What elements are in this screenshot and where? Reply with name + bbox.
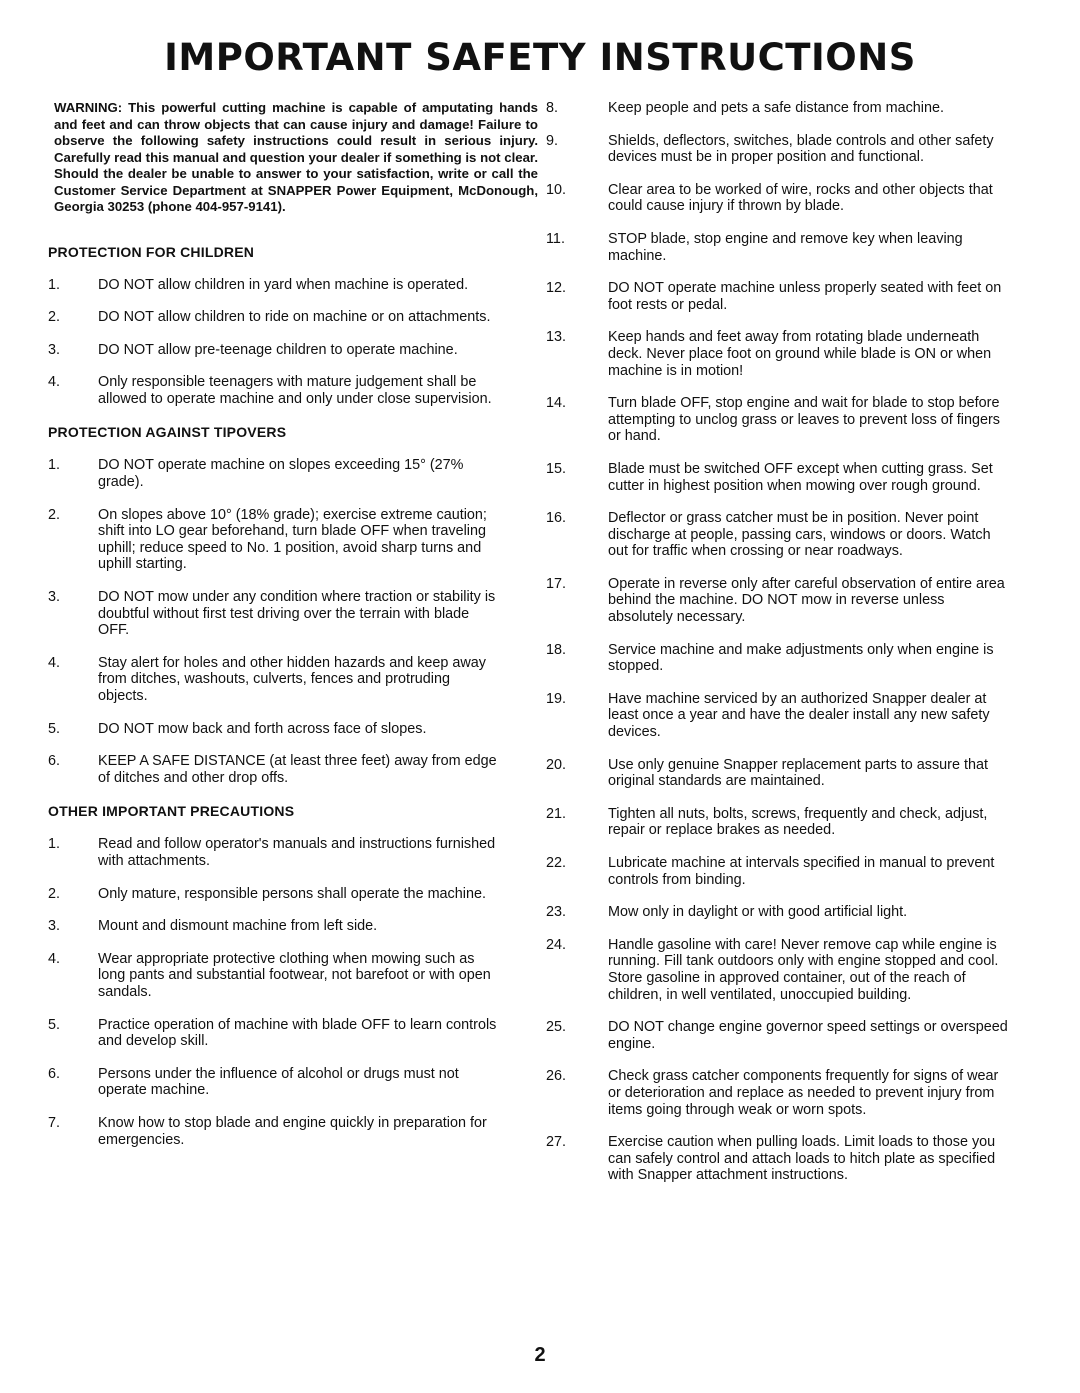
item-text: Deflector or grass catcher must be in position. Never point discharge at people, passing cars, windows or doors. Watch out for traffic when crossing or near roadways. bbox=[608, 510, 991, 560]
item-number: 1. bbox=[48, 457, 61, 474]
item-number: 3. bbox=[48, 918, 61, 935]
instruction-list bbox=[40, 457, 500, 786]
item-text: Lubricate machine at intervals specified in manual to prevent controls from binding. bbox=[608, 855, 995, 888]
item-number: 1. bbox=[48, 276, 61, 293]
list-item bbox=[40, 951, 500, 1001]
page-number: 2 bbox=[534, 1344, 546, 1366]
item-number: 6. bbox=[48, 753, 61, 770]
item-text: Only responsible teenagers with mature judgement shall be allowed to operate machine and only under close supervision. bbox=[98, 374, 492, 407]
item-number: 15. bbox=[546, 460, 567, 477]
list-item bbox=[540, 461, 1010, 494]
list-item bbox=[40, 342, 500, 359]
list-item bbox=[540, 806, 1010, 839]
list-item bbox=[40, 1017, 500, 1050]
item-text: Keep people and pets a safe distance from machine. bbox=[608, 100, 944, 116]
instruction-list bbox=[40, 836, 500, 1148]
list-item bbox=[540, 100, 1010, 117]
list-item bbox=[40, 277, 500, 294]
item-number: 4. bbox=[48, 950, 61, 967]
item-number: 19. bbox=[546, 690, 567, 707]
item-text: Check grass catcher components frequently for signs of wear or deterioration and replace as needed to prevent injury from items going through weak or worn spots. bbox=[608, 1068, 999, 1118]
list-item bbox=[540, 1068, 1010, 1118]
item-text: Service machine and make adjustments only when engine is stopped. bbox=[608, 641, 994, 675]
list-item bbox=[540, 280, 1010, 313]
item-number: 22. bbox=[546, 855, 567, 871]
list-item bbox=[540, 937, 1010, 1003]
list-item bbox=[40, 836, 500, 869]
item-number: 27. bbox=[546, 1134, 567, 1151]
item-number: 7. bbox=[48, 1114, 61, 1131]
item-text: Practice operation of machine with blade OFF to learn controls and develop skill. bbox=[98, 1016, 497, 1050]
section-heading: PROTECTION FOR CHILDREN bbox=[48, 243, 255, 260]
list-item bbox=[40, 374, 500, 407]
item-number: 11. bbox=[546, 230, 565, 247]
item-number: 5. bbox=[48, 1016, 61, 1033]
item-number: 21. bbox=[546, 805, 567, 822]
list-item bbox=[540, 133, 1010, 166]
list-item bbox=[40, 1115, 500, 1148]
item-number: 4. bbox=[48, 374, 61, 391]
item-text: DO NOT change engine governor speed settings or overspeed engine. bbox=[608, 1019, 1008, 1052]
item-number: 12. bbox=[546, 280, 567, 297]
item-text: Handle gasoline with care! Never remove cap while engine is running. Fill tank outdoors only with engine stopped and cool. Store gasoline in approved container, out of the reach of children, in well ventilated, unoccupied building. bbox=[608, 936, 999, 1003]
item-text: Turn blade OFF, stop engine and wait for blade to stop before attempting to unclog grass or leaves to prevent loss of fingers or hand. bbox=[608, 395, 1000, 445]
list-item bbox=[40, 721, 500, 738]
item-text: Operate in reverse only after careful observation of entire area behind the machine. DO NOT mow in reverse unless absolutely necessary. bbox=[608, 575, 1005, 626]
item-text: KEEP A SAFE DISTANCE (at least three feet) away from edge of ditches and other drop offs. bbox=[98, 753, 497, 786]
list-item bbox=[540, 510, 1010, 560]
list-item bbox=[540, 182, 1010, 215]
item-text: Mow only in daylight or with good artificial light. bbox=[608, 904, 908, 921]
warning-paragraph: WARNING: This powerful cutting machine is capable of amputating hands and feet and can throw objects that can cause injury and damage! Failure to observe the following safety instructions could result in serious injury. Carefully read this manual and question your dealer if something is not clear. Should the dealer be unable to answer to your satisfaction, write or call the Customer Service Department at SNAPPER Power Equipment, McDonough, Georgia 30253 (phone 404-957-9141). bbox=[54, 100, 538, 214]
list-item bbox=[540, 395, 1010, 445]
list-item bbox=[40, 457, 500, 490]
item-number: 25. bbox=[546, 1019, 567, 1036]
list-item bbox=[40, 309, 500, 326]
left-column bbox=[40, 100, 538, 1164]
item-text: Use only genuine Snapper replacement parts to assure that original standards are maintained. bbox=[608, 756, 988, 790]
section-other-important-precautions bbox=[40, 802, 500, 1148]
list-item bbox=[40, 886, 500, 903]
item-text: Shields, deflectors, switches, blade controls and other safety devices must be in proper position and functional. bbox=[608, 132, 994, 166]
list-item bbox=[540, 231, 1010, 264]
item-text: Exercise caution when pulling loads. Limit loads to those you can safely control and attach loads to hitch plate as specified with Snapper attachment instructions. bbox=[608, 1134, 996, 1184]
item-text: DO NOT allow pre-teenage children to operate machine. bbox=[98, 341, 458, 358]
page-title: IMPORTANT SAFETY INSTRUCTIONS bbox=[164, 36, 916, 79]
right-column bbox=[540, 100, 1010, 1200]
item-text: Clear area to be worked of wire, rocks and other objects that could cause injury if thrown by blade. bbox=[608, 181, 993, 215]
item-text: DO NOT allow children to ride on machine or on attachments. bbox=[98, 309, 491, 326]
item-number: 14. bbox=[546, 395, 567, 412]
item-text: Wear appropriate protective clothing when mowing such as long pants and substantial footwear, not barefoot or with open sandals. bbox=[98, 950, 491, 1000]
list-item bbox=[540, 855, 1010, 888]
item-text: DO NOT allow children in yard when machine is operated. bbox=[98, 276, 469, 293]
list-item bbox=[540, 757, 1010, 790]
item-number: 2. bbox=[48, 885, 61, 902]
item-number: 8. bbox=[546, 100, 559, 116]
item-number: 1. bbox=[48, 836, 61, 853]
list-item bbox=[40, 753, 500, 786]
item-number: 23. bbox=[546, 904, 567, 921]
section-heading: OTHER IMPORTANT PRECAUTIONS bbox=[48, 803, 295, 820]
instruction-list bbox=[40, 277, 500, 408]
item-number: 2. bbox=[48, 309, 61, 326]
item-number: 16. bbox=[546, 510, 567, 527]
list-item bbox=[540, 691, 1010, 741]
item-number: 13. bbox=[546, 329, 567, 346]
item-number: 24. bbox=[546, 936, 567, 953]
item-text: Keep hands and feet away from rotating blade underneath deck. Never place foot on ground while blade is ON or when machine is in motion! bbox=[608, 329, 992, 379]
item-text: DO NOT mow back and forth across face of slopes. bbox=[98, 720, 427, 737]
list-item bbox=[40, 589, 500, 639]
item-number: 3. bbox=[48, 341, 61, 358]
item-text: Read and follow operator's manuals and instructions furnished with attachments. bbox=[98, 836, 496, 869]
item-number: 6. bbox=[48, 1065, 61, 1082]
item-number: 3. bbox=[48, 589, 61, 606]
list-item bbox=[40, 507, 500, 573]
list-item bbox=[540, 1019, 1010, 1052]
list-item bbox=[40, 655, 500, 705]
item-number: 20. bbox=[546, 756, 567, 773]
item-number: 4. bbox=[48, 654, 61, 671]
section-protection-for-children bbox=[40, 243, 500, 408]
item-text: DO NOT operate machine unless properly seated with feet on foot rests or pedal. bbox=[608, 280, 1002, 313]
item-text: Persons under the influence of alcohol or drugs must not operate machine. bbox=[98, 1065, 459, 1099]
item-text: Tighten all nuts, bolts, screws, frequently and check, adjust, repair or replace brakes as needed. bbox=[608, 805, 988, 839]
item-text: Know how to stop blade and engine quickly in preparation for emergencies. bbox=[98, 1114, 487, 1148]
instruction-list bbox=[540, 100, 1010, 1184]
item-number: 9. bbox=[546, 132, 559, 149]
item-text: STOP blade, stop engine and remove key when leaving machine. bbox=[608, 230, 963, 264]
item-number: 26. bbox=[546, 1068, 567, 1085]
list-item bbox=[40, 1066, 500, 1099]
item-text: Blade must be switched OFF except when cutting grass. Set cutter in highest position when mowing over rough ground. bbox=[608, 460, 993, 494]
list-item bbox=[540, 329, 1010, 379]
item-text: On slopes above 10° (18% grade); exercise extreme caution; shift into LO gear beforehand, turn blade OFF when traveling uphill; reduce speed to No. 1 position, avoid sharp turns and uphill starting. bbox=[98, 506, 487, 573]
item-text: DO NOT operate machine on slopes exceeding 15° (27% grade). bbox=[98, 457, 464, 491]
list-item bbox=[40, 918, 500, 935]
item-text: Have machine serviced by an authorized Snapper dealer at least once a year and have the dealer install any new safety devices. bbox=[608, 690, 990, 741]
item-number: 10. bbox=[546, 181, 567, 198]
list-item bbox=[540, 642, 1010, 675]
list-item bbox=[540, 904, 1010, 921]
item-text: Mount and dismount machine from left side. bbox=[98, 918, 378, 935]
section-heading: PROTECTION AGAINST TIPOVERS bbox=[48, 424, 287, 441]
list-item bbox=[540, 1134, 1010, 1184]
item-number: 2. bbox=[48, 506, 61, 523]
item-text: Only mature, responsible persons shall operate the machine. bbox=[98, 885, 486, 902]
item-number: 5. bbox=[48, 720, 61, 737]
section-protection-against-tipovers bbox=[40, 423, 500, 786]
item-text: Stay alert for holes and other hidden hazards and keep away from ditches, washouts, culverts, fences and protruding objects. bbox=[98, 654, 486, 704]
list-item bbox=[540, 576, 1010, 626]
item-number: 18. bbox=[546, 641, 567, 658]
item-number: 17. bbox=[546, 575, 567, 592]
item-text: DO NOT mow under any condition where traction or stability is doubtful without first test driving over the terrain with blade OFF. bbox=[98, 589, 496, 639]
